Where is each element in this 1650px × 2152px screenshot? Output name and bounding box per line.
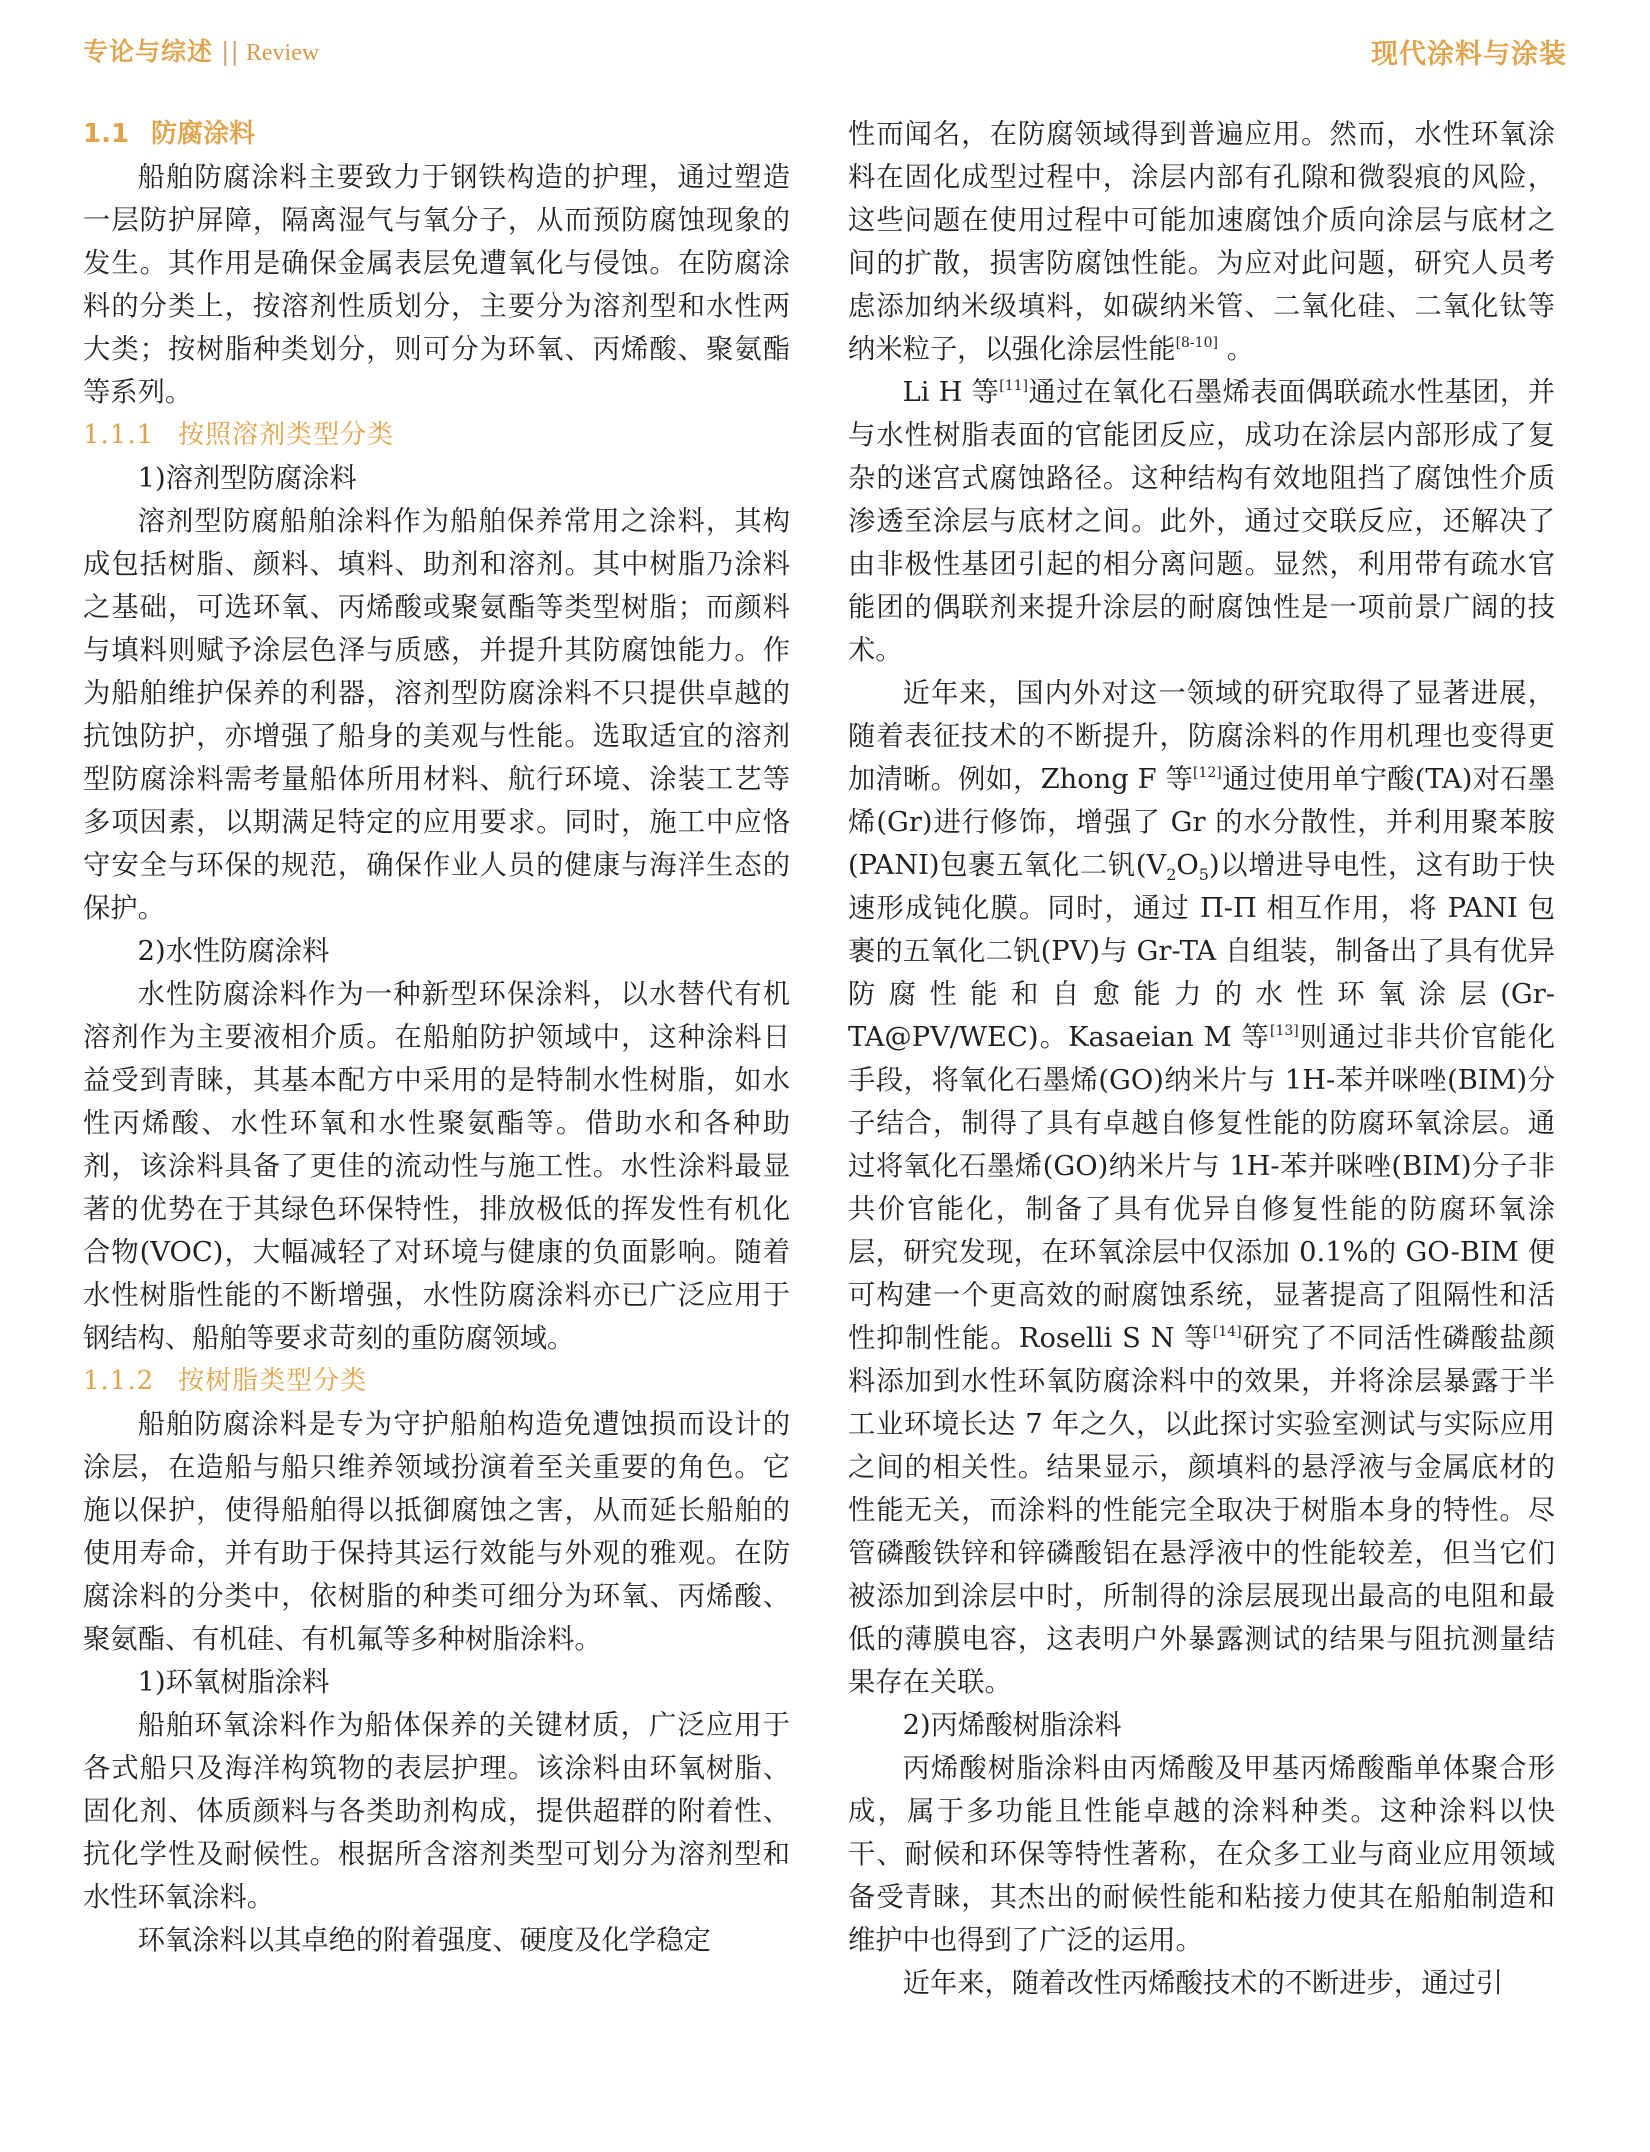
paragraph-text: 性而闻名，在防腐领域得到普遍应用。然而，水性环氧涂料在固化成型过程中，涂层内部有孔隙和微裂痕的风险，这些问题在使用过程中可能加速腐蚀介质向涂层与底材之间的扩散，损害防腐蚀性能。为应对此问题，研究人员考虑添加纳米级填料，如碳纳米管、二氧化硅、二氧化钛等纳米粒子，以强化涂层性能 (848, 119, 1555, 365)
paragraph-text: 。 (1217, 334, 1254, 365)
subscript: 2 (1166, 865, 1177, 884)
paragraph-text: O (1176, 850, 1199, 881)
subsection-number: 1.1.2 (83, 1366, 155, 1396)
paragraph (848, 371, 1555, 672)
header-section-title: 专论与综述 (83, 37, 214, 66)
paragraph-text: 研究了不同活性磷酸盐颜料添加到水性环氧防腐涂料中的效果，并将涂层暴露于半工业环境长达 7 年之久，以此探讨实验室测试与实际应用之间的相关性。结果显示，颜填料的悬浮液与金属底材的性能无关，而涂料的性能完全取决于树脂本身的特性。尽管磷酸铁锌和锌磷酸铝在悬浮液中的性能较差，但当它们被添加到涂层中时，所制得的涂层展现出最高的电阻和最低的薄膜电容，这表明户外暴露测试的结果与阻抗测量结果存在关联。 (848, 1323, 1555, 1698)
item-heading: 2)丙烯酸树脂涂料 (902, 1710, 1122, 1741)
paragraph: 丙烯酸树脂涂料由丙烯酸及甲基丙烯酸酯单体聚合形成，属于多功能且性能卓越的涂料种类。这种涂料以快干、耐候和环保等特性著称，在众多工业与商业应用领域备受青睐，其杰出的耐候性能和粘接力使其在船舶制造和维护中也得到了广泛的运用。 (848, 1753, 1555, 1956)
left-column (83, 113, 790, 1962)
citation: [11] (999, 378, 1028, 394)
paragraph-text: 通过使用单宁酸(TA)对石墨烯(Gr)进行修饰，增强了 Gr 的水分散性，并利用聚苯胺(PANI)包裹五氧化二钒(V (848, 764, 1555, 881)
section-number: 1.1 (83, 119, 130, 149)
right-column (848, 113, 1555, 2005)
paragraph: 近年来，随着改性丙烯酸技术的不断进步，通过引 (902, 1968, 1504, 1999)
citation: [14] (1212, 1324, 1242, 1340)
section-heading (83, 113, 790, 156)
item-heading: 1)环氧树脂涂料 (137, 1667, 330, 1698)
paragraph-text: Li H 等 (902, 377, 1000, 408)
paragraph: 溶剂型防腐船舶涂料作为船舶保养常用之涂料，其构成包括树脂、颜料、填料、助剂和溶剂。其中树脂乃涂料之基础，可选环氧、丙烯酸或聚氨酯等类型树脂；而颜料与填料则赋予涂层色泽与质感，并提升其防腐蚀能力。作为船舶维护保养的利器，溶剂型防腐涂料不只提供卓越的抗蚀防护，亦增强了船身的美观与性能。选取适宜的溶剂型防腐涂料需考量船体所用材料、航行环境、涂装工艺等多项因素，以期满足特定的应用要求。同时，施工中应恪守安全与环保的规范，确保作业人员的健康与海洋生态的保护。 (83, 506, 790, 924)
paragraph: 船舶环氧涂料作为船体保养的关键材质，广泛应用于各式船只及海洋构筑物的表层护理。该涂料由环氧树脂、固化剂、体质颜料与各类助剂构成，提供超群的附着性、抗化学性及耐候性。根据所含溶剂类型可划分为溶剂型和水性环氧涂料。 (83, 1710, 790, 1913)
item-heading: 2)水性防腐涂料 (137, 936, 330, 967)
subsection-number: 1.1.1 (83, 420, 155, 450)
journal-title: 现代涂料与涂装 (1371, 39, 1567, 70)
paragraph-text: 则通过非共价官能化手段，将氧化石墨烯(GO)纳米片与 1H-苯并咪唑(BIM)分子结合，制得了具有卓越自修复性能的防腐环氧涂层。通过将氧化石墨烯(GO)纳米片与 1H-苯并咪唑(BIM)分子非共价官能化，制备了具有优异自修复性能的防腐环氧涂层，研究发现，在环氧涂层中仅添加 0.1%的 GO-BIM 便可构建一个更高效的耐腐蚀系统，显著提高了阻隔性和活性抑制性能。Roselli S N 等 (848, 1022, 1556, 1354)
citation: [8-10] (1175, 335, 1218, 351)
page-header (0, 0, 1650, 105)
paragraph-text: )以增进导电性，这有助于快速形成钝化膜。同时，通过 Π-Π 相互作用，将 PANI 包裹的五氧化二钒(PV)与 Gr-TA 自组装，制备出了具有优异防腐性能和自愈能力的水性环氧涂层(Gr-TA@PV/WEC)。Kasaeian M 等 (848, 850, 1555, 1053)
paragraph (848, 113, 1555, 371)
paragraph: 环氧涂料以其卓绝的附着强度、硬度及化学稳定 (137, 1925, 711, 1956)
paragraph-text: 通过在氧化石墨烯表面偶联疏水性基团，并与水性树脂表面的官能团反应，成功在涂层内部形成了复杂的迷宫式腐蚀路径。这种结构有效地阻挡了腐蚀性介质渗透至涂层与底材之间。此外，通过交联反应，还解决了由非极性基团引起的相分离问题。显然，利用带有疏水官能团的偶联剂来提升涂层的耐腐蚀性是一项前景广阔的技术。 (848, 377, 1556, 666)
citation: [12] (1193, 765, 1222, 781)
item-heading: 1)溶剂型防腐涂料 (137, 463, 357, 494)
subsection-title: 按树脂类型分类 (178, 1366, 368, 1396)
header-separator: || (221, 37, 240, 66)
paragraph (848, 672, 1555, 1704)
subsection-title: 按照溶剂类型分类 (178, 420, 395, 450)
section-title: 防腐涂料 (151, 119, 256, 149)
subsection-heading (83, 414, 790, 457)
paragraph: 水性防腐涂料作为一种新型环保涂料，以水替代有机溶剂作为主要液相介质。在船舶防护领域中，这种涂料日益受到青睐，其基本配方中采用的是特制水性树脂，如水性丙烯酸、水性环氧和水性聚氨酯等。借助水和各种助剂，该涂料具备了更佳的流动性与施工性。水性涂料最显著的优势在于其绿色环保特性，排放极低的挥发性有机化合物(VOC)，大幅减轻了对环境与健康的负面影响。随着水性树脂性能的不断增强，水性防腐涂料亦已广泛应用于钢结构、船舶等要求苛刻的重防腐领域。 (83, 979, 790, 1354)
paragraph-text: 近年来，国内外对这一领域的研究取得了显著进展，随着表征技术的不断提升，防腐涂料的作用机理也变得更加清晰。例如，Zhong F 等 (848, 678, 1555, 795)
subscript: 5 (1198, 865, 1209, 884)
header-section-subtitle: Review (245, 40, 320, 66)
subsection-heading (83, 1360, 790, 1403)
paragraph: 船舶防腐涂料主要致力于钢铁构造的护理，通过塑造一层防护屏障，隔离湿气与氧分子，从而预防腐蚀现象的发生。其作用是确保金属表层免遭氧化与侵蚀。在防腐涂料的分类上，按溶剂性质划分，主要分为溶剂型和水性两大类；按树脂种类划分，则可分为环氧、丙烯酸、聚氨酯等系列。 (83, 162, 790, 408)
header-section-label (83, 32, 319, 68)
paragraph: 船舶防腐涂料是专为守护船舶构造免遭蚀损而设计的涂层，在造船与船只维养领域扮演着至关重要的角色。它施以保护，使得船舶得以抵御腐蚀之害，从而延长船舶的使用寿命，并有助于保持其运行效能与外观的雅观。在防腐涂料的分类中，依树脂的种类可细分为环氧、丙烯酸、聚氨酯、有机硅、有机氟等多种树脂涂料。 (83, 1409, 790, 1655)
citation: [13] (1270, 1023, 1299, 1039)
